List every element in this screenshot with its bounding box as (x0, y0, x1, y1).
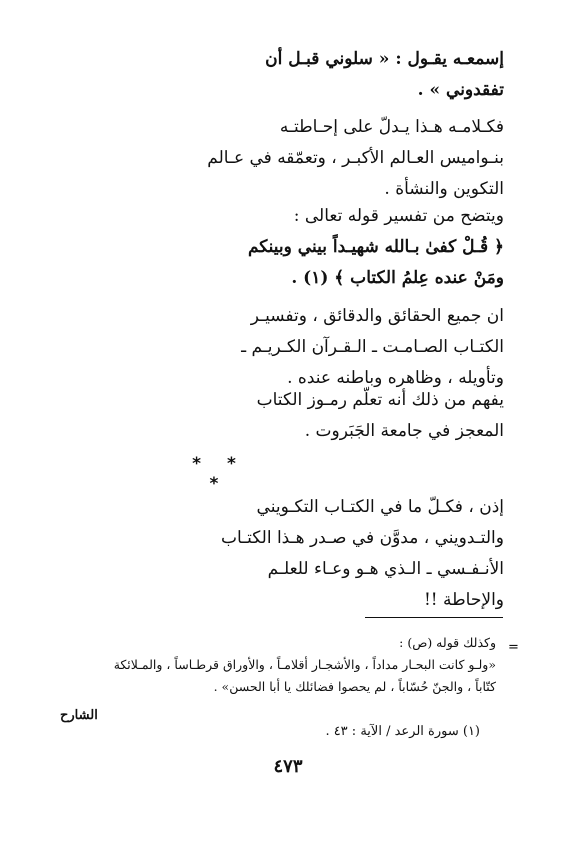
footnote-divider (365, 617, 503, 618)
footnote-line: وكذلك قوله (ص) : (399, 635, 496, 650)
footnote-line: «ولـو كانت البحـار مداداً ، والأشجـار أقلامـاً ، والأوراق قرطـاساً ، والمـلائكة (113, 657, 496, 672)
paragraph-6 (84, 492, 504, 616)
page-number: ٤٧٣ (273, 756, 303, 777)
footnote-1: (١) سورة الرعد / الآية : ٤٣ . (325, 724, 480, 739)
paragraph-2 (84, 112, 504, 205)
text-line: فكـلامـه هـذا يـدلّ على إحـاطتـه (279, 117, 504, 137)
paragraph-3 (84, 201, 504, 294)
paragraph-4 (84, 301, 504, 394)
text-line: المعجز في جامعة الجَبَروت . (304, 421, 504, 441)
text-line: التكوين والنشأة . (384, 179, 504, 199)
paragraph-5 (84, 385, 504, 447)
text-line: يفهم من ذلك أنه تعلّم رمـوز الكتاب (256, 390, 504, 410)
paragraph-1 (84, 44, 504, 106)
continuation-mark: = (508, 640, 519, 655)
text-line: الأنـفـسي ـ الـذي هـو وعـاء للعلـم (267, 559, 504, 579)
text-line: إسمعـه يقـول : « سلوني قبـل أن (265, 49, 504, 69)
text-line: وتأويله ، وظاهره وباطنه عنده . (287, 368, 504, 388)
text-line: بنـواميس العـالم الأكبـر ، وتعمّقه في عـالم (207, 148, 504, 168)
text-line: ويتضح من تفسير قوله تعالى : (293, 206, 504, 226)
footnote-line: كتّاباً ، والجنّ حُسّاباً ، لم يحصوا فضائلك يا أبا الحسن» . (213, 679, 496, 694)
section-separator: * * * (192, 454, 246, 494)
quran-verse-line: ﴿ قُـلْ كفىٰ بـالله شهيـداً بيني وبينكم (247, 237, 504, 257)
quran-verse-line: ومَنْ عنده عِلمُ الكتاب ﴾ (١) . (291, 268, 504, 288)
text-line: ان جميع الحقائق والدقائق ، وتفسيـر (250, 306, 504, 326)
text-line: إذن ، فكـلّ ما في الكتـاب التكـويني (256, 497, 504, 517)
text-line: الكتـاب الصـامـت ـ الـقـرآن الكـريـم ـ (241, 337, 504, 357)
footnote-signature: الشارح (60, 708, 98, 723)
text-line: والتـدويني ، مدوَّن في صـدر هـذا الكتـاب (220, 528, 504, 548)
footnote-continued (52, 632, 496, 698)
text-line: والإحاطة !! (423, 590, 504, 610)
text-line: تفقدوني » . (417, 80, 504, 100)
